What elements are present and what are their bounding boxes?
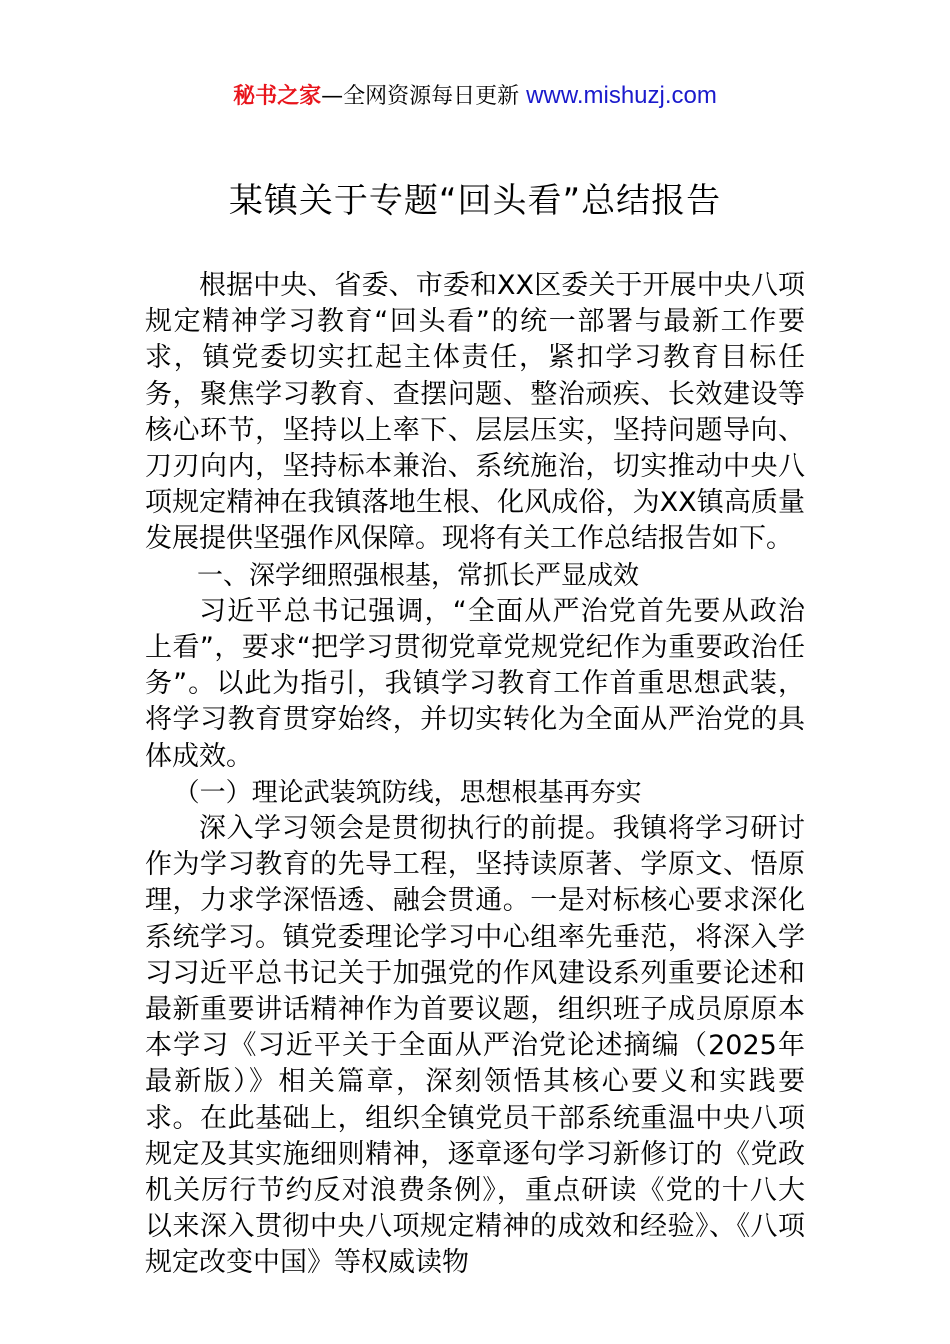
section-heading-1: 一、深学细照强根基，常抓长严显成效 (197, 560, 640, 591)
site-tagline: —全网资源每日更新 (321, 84, 527, 109)
document-title: 某镇关于专题“回头看”总结报告 (228, 181, 722, 221)
document-body (145, 268, 805, 1282)
site-header (0, 78, 950, 115)
section-1-paragraph: 习近平总书记强调，“全面从严治党首先要从政治上看”，要求“把学习贯彻党章党规党纪作为重要政治任务”。以此为指引，我镇学习教育工作首重思想武装，将学习教育贯穿始终，并切实转化为全面从严治党的具体成效。 (145, 595, 805, 772)
subsection-heading-1: （一）理论武装筑防线，思想根基再夯实 (173, 777, 642, 808)
site-url-link[interactable]: www.mishuzj.com (526, 82, 717, 109)
subsection-1-paragraph: 深入学习领会是贯彻执行的前提。我镇将学习研讨作为学习教育的先导工程，坚持读原著、学原文、悟原理，力求学深悟透、融会贯通。一是对标核心要求深化系统学习。镇党委理论学习中心组率先垂范，将深入学习习近平总书记关于加强党的作风建设系列重要论述和最新重要讲话精神作为首要议题，组织班子成员原原本本学习《习近平关于全面从严治党论述摘编（2025年最新版）》相关篇章，深刻领悟其核心要义和实践要求。在此基础上，组织全镇党员干部系统重温中央八项规定及其实施细则精神，逐章逐句学习新修订的《党政机关厉行节约反对浪费条例》，重点研读《党的十八大以来深入贯彻中央八项规定精神的成效和经验》、《八项规定改变中国》等权威读物 (145, 813, 805, 1279)
site-brand: 秘书之家 (233, 84, 322, 109)
intro-paragraph: 根据中央、省委、市委和XX区委关于开展中央八项规定精神学习教育“回头看”的统一部署与最新工作要求，镇党委切实扛起主体责任，紧扣学习教育目标任务，聚焦学习教育、查摆问题、整治顽疾、长效建设等核心环节，坚持以上率下、层层压实，坚持问题导向、刀刃向内，坚持标本兼治、系统施治，切实推动中央八项规定精神在我镇落地生根、化风成俗，为XX镇高质量发展提供坚强作风保障。现将有关工作总结报告如下。 (145, 270, 805, 555)
